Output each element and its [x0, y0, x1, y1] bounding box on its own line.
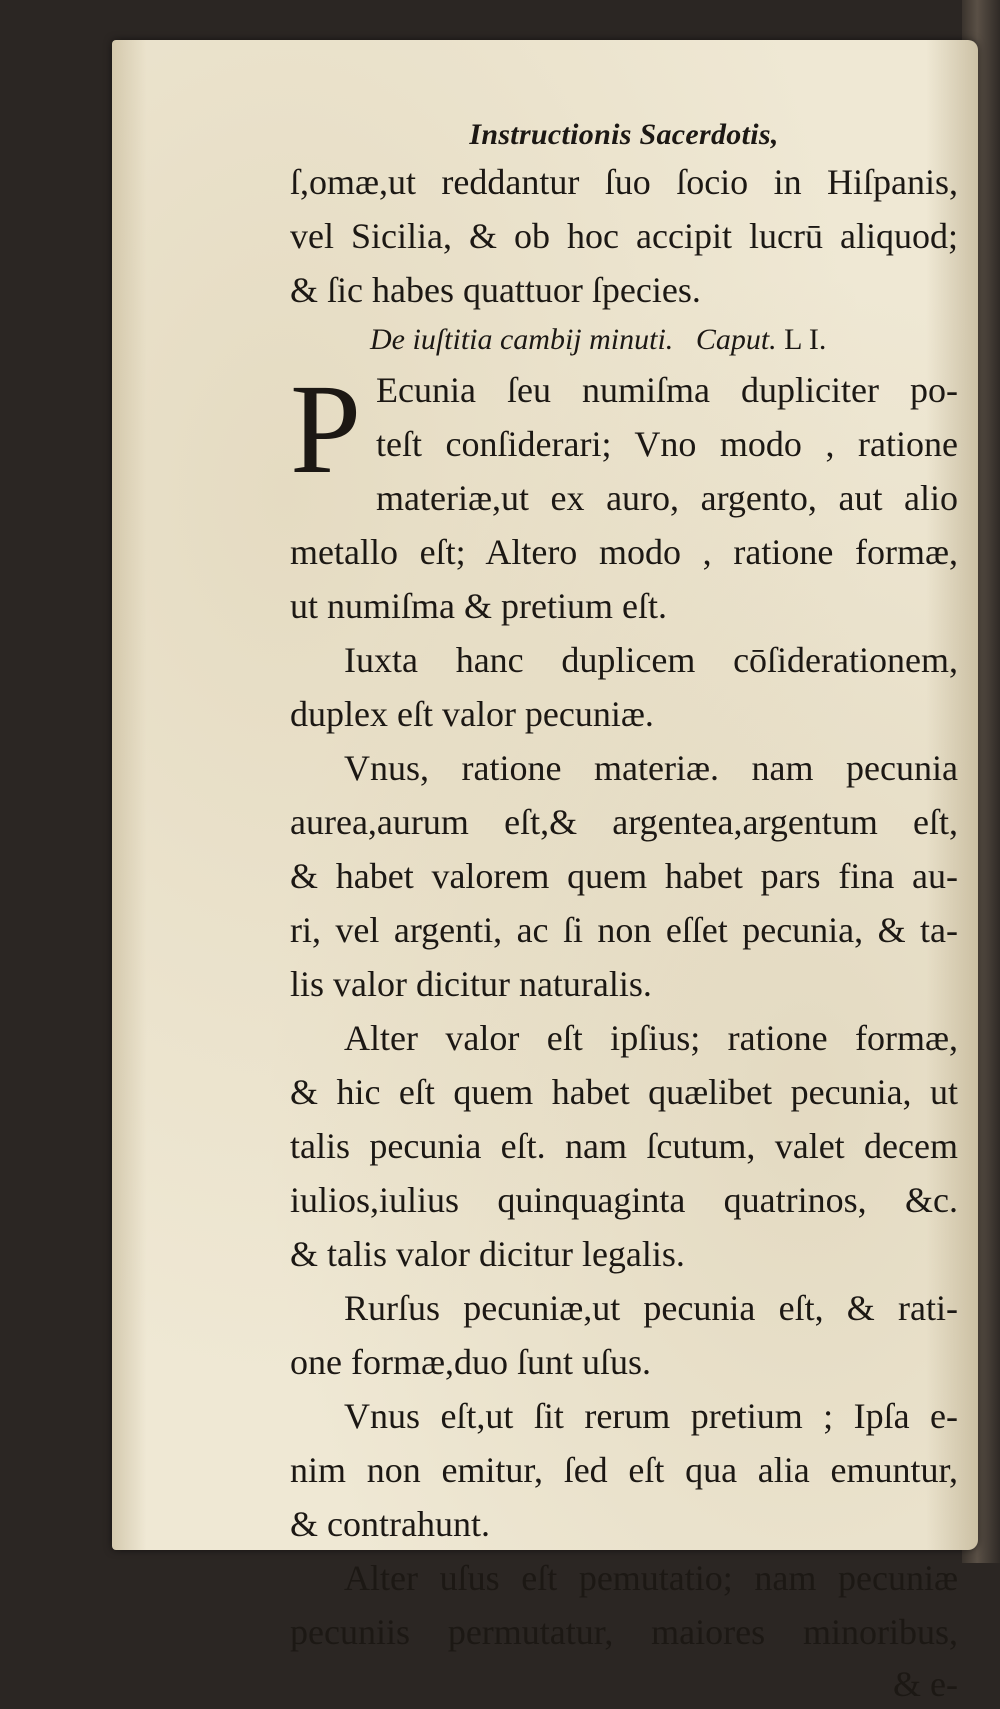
text-line: Vnus eſt,ut ſit rerum pretium ; Ipſa e- [344, 1396, 958, 1436]
text-line: teſt conſiderari; Vno modo , ratione [376, 424, 958, 464]
text-line: ri, vel argenti, ac ſi non eſſet pecunia, & ta- [290, 910, 958, 950]
text-line: & ſic habes quattuor ſpecies. [290, 270, 701, 310]
chapter-heading [290, 317, 958, 363]
text-line: Ecunia ſeu numiſma dupliciter po- [376, 370, 958, 410]
text-line: nim non emitur, ſed eſt qua alia emuntur, [290, 1450, 958, 1490]
text-line: aurea,aurum eſt,& argentea,argentum eſt, [290, 802, 958, 842]
drop-cap: P [290, 358, 362, 500]
text-line: Iuxta hanc duplicem cōſiderationem, [344, 640, 958, 680]
page-text-block [290, 115, 958, 1709]
body-paragraphs [290, 525, 958, 1659]
caput-label: Caput. [695, 323, 777, 356]
text-line: & habet valorem quem habet pars fina au- [290, 856, 958, 896]
text-line: Vnus, ratione materiæ. nam pecunia [344, 748, 958, 788]
text-line: materiæ,ut ex auro, argento, aut alio [376, 478, 958, 518]
drop-cap-lines [290, 358, 958, 525]
text-line: vel Sicilia, & ob hoc accipit lucrū aliquod; [290, 216, 958, 256]
text-line: & talis valor dicitur legalis. [290, 1234, 685, 1274]
text-line: duplex eſt valor pecuniæ. [290, 694, 654, 734]
chapter-number: L I. [784, 323, 827, 356]
drop-cap-block [290, 358, 958, 525]
text-line: & contrahunt. [290, 1504, 490, 1544]
text-line: & hic eſt quem habet quælibet pecunia, ut [290, 1072, 958, 1112]
text-line: ut numiſma & pretium eſt. [290, 586, 667, 626]
text-line: pecuniis permutatur, maiores minoribus, [290, 1612, 958, 1652]
text-lines-before-chapter [290, 155, 958, 317]
text-line: iulios,iulius quinquaginta quatrinos, &c. [290, 1180, 958, 1220]
text-line: lis valor dicitur naturalis. [290, 964, 652, 1004]
text-line: one formæ,duo ſunt uſus. [290, 1342, 651, 1382]
text-line: talis pecunia eſt. nam ſcutum, valet decem [290, 1126, 958, 1166]
catchword: & e- [893, 1664, 958, 1704]
text-line: ſ,omæ,ut reddantur ſuo ſocio in Hiſpanis, [290, 162, 958, 202]
text-line: metallo eſt; Altero modo , ratione formæ, [290, 532, 958, 572]
text-line: Rurſus pecuniæ,ut pecunia eſt, & rati- [344, 1288, 958, 1328]
chapter-title: De iuſtitia cambij minuti. [370, 323, 674, 356]
text-line: Alter uſus eſt pemutatio; nam pecuniæ [344, 1558, 958, 1598]
text-line: Alter valor eſt ipſius; ratione formæ, [344, 1018, 958, 1058]
running-head: Instructionis Sacerdotis, [469, 118, 779, 151]
